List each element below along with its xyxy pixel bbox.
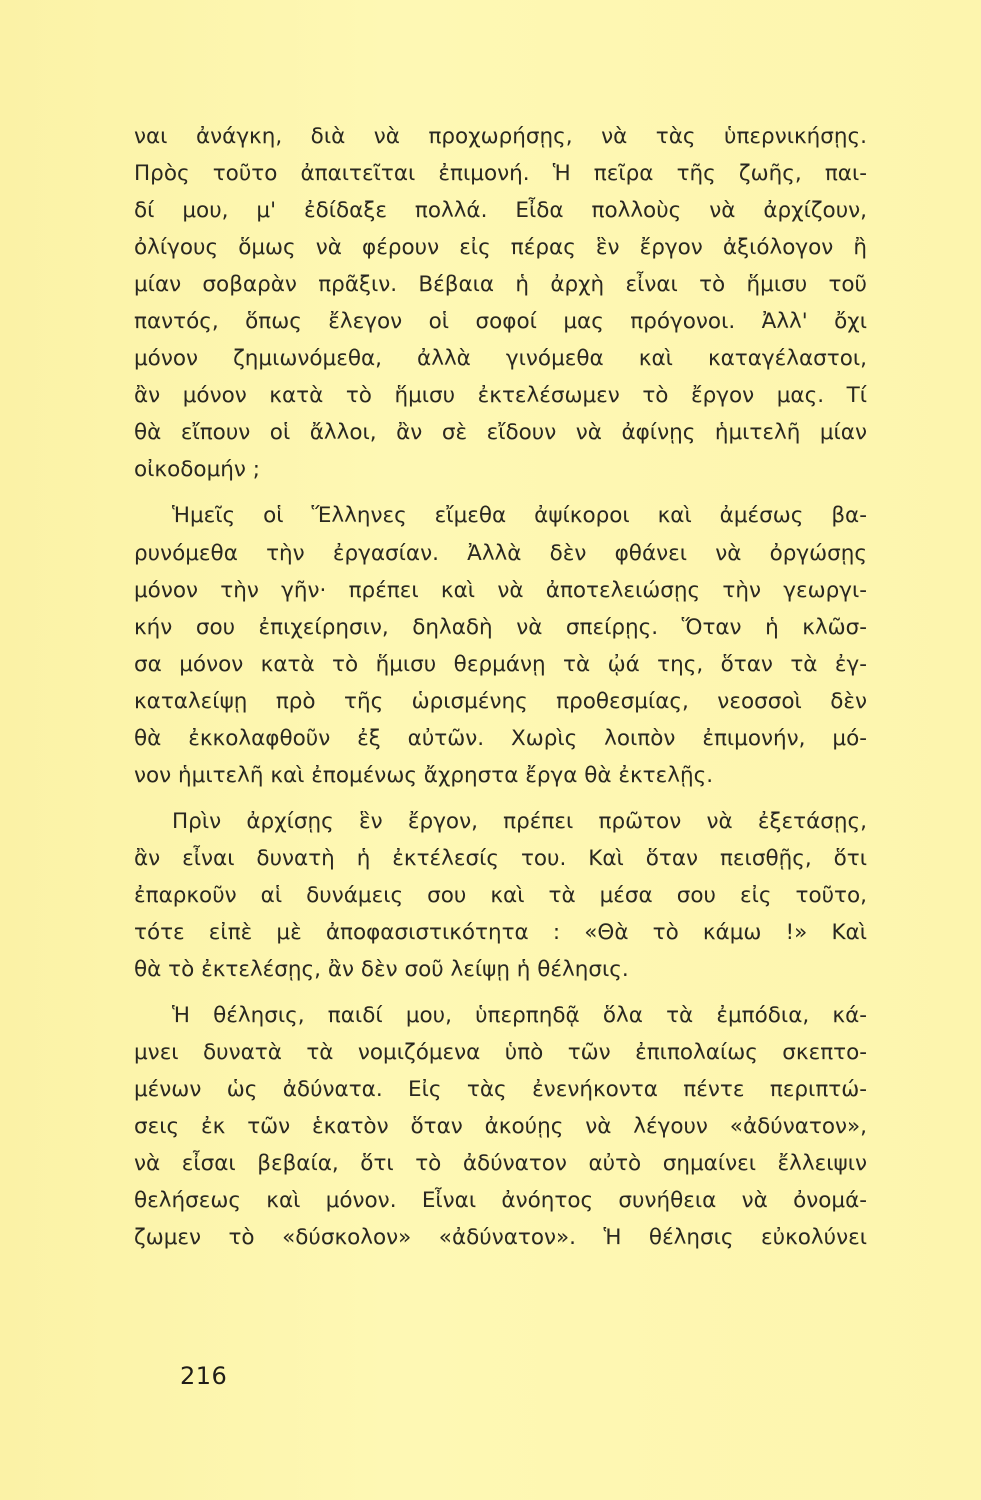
text-line: σα μόνον κατὰ τὸ ἥμισυ θερμάνῃ τὰ ᾠά της, ὅταν τὰ ἐγ- (134, 651, 867, 677)
text-line: ἂν εἶναι δυνατὴ ἡ ἐκτέλεσίς του. Καὶ ὅταν πεισθῇς, ὅτι (134, 845, 867, 871)
text-line: θελήσεως καὶ μόνον. Εἶναι ἀνόητος συνήθεια νὰ ὀνομά- (134, 1188, 867, 1214)
text-line: ἂν μόνον κατὰ τὸ ἥμισυ ἐκτελέσωμεν τὸ ἔργον μας. Τί (134, 383, 867, 409)
text-line: παντός, ὅπως ἔλεγον οἱ σοφοί μας πρόγονοι. Ἀλλ' ὄχι (134, 309, 867, 335)
text-line: καταλείψῃ πρὸ τῆς ὡρισμένης προθεσμίας, νεοσσοὶ δὲν (134, 688, 867, 714)
text-line: θὰ εἴπουν οἱ ἄλλοι, ἂν σὲ εἴδουν νὰ ἀφίνῃς ἡμιτελῆ μίαν (134, 420, 867, 446)
text-line: θὰ τὸ ἐκτελέσῃς, ἂν δὲν σοῦ λείψῃ ἡ θέλησις. (134, 957, 629, 983)
paragraph-1 (134, 118, 867, 488)
paragraph-gap (134, 794, 867, 803)
text-line: δί μου, μ' ἐδίδαξε πολλά. Εἶδα πολλοὺς νὰ ἀρχίζουν, (134, 198, 867, 224)
text-line: θὰ ἐκκολαφθοῦν ἐξ αὐτῶν. Χωρὶς λοιπὸν ἐπιμονήν, μό- (134, 725, 867, 751)
text-line: Πρὸς τοῦτο ἀπαιτεῖται ἐπιμονή. Ἡ πεῖρα τῆς ζωῆς, παι- (134, 161, 867, 187)
text-line: μίαν σοβαρὰν πρᾶξιν. Βέβαια ἡ ἀρχὴ εἶναι τὸ ἥμισυ τοῦ (134, 272, 867, 298)
paragraph-3 (134, 803, 867, 988)
text-line: ρυνόμεθα τὴν ἐργασίαν. Ἀλλὰ δὲν φθάνει νὰ ὀργώσῃς (134, 540, 867, 566)
paragraph-4 (134, 997, 867, 1256)
text-line: οἰκοδομήν ; (134, 457, 260, 483)
text-line: Ἡ θέλησις, παιδί μου, ὑπερπηδᾷ ὅλα τὰ ἐμπόδια, κά- (172, 1003, 867, 1029)
text-line: Ἡμεῖς οἱ Ἕλληνες εἴμεθα ἀψίκοροι καὶ ἀμέσως βα- (172, 503, 867, 529)
text-line: ὀλίγους ὅμως νὰ φέρουν εἰς πέρας ἓν ἔργον ἀξιόλογον ἢ (134, 235, 867, 261)
paragraph-2 (134, 497, 867, 793)
text-line: νὰ εἶσαι βεβαία, ὅτι τὸ ἀδύνατον αὐτὸ σημαίνει ἔλλειψιν (134, 1151, 867, 1177)
text-line: ζωμεν τὸ «δύσκολον» «ἀδύνατον». Ἡ θέλησις εὐκολύνει (134, 1225, 867, 1251)
text-line: Πρὶν ἀρχίσῃς ἓν ἔργον, πρέπει πρῶτον νὰ ἐξετάσῃς, (172, 808, 867, 834)
body-text (134, 118, 867, 1256)
text-line: τότε εἰπὲ μὲ ἀποφασιστικότητα : «Θὰ τὸ κάμω !» Καὶ (134, 919, 867, 945)
text-line: μόνον ζημιωνόμεθα, ἀλλὰ γινόμεθα καὶ καταγέλαστοι, (134, 346, 867, 372)
text-line: κήν σου ἐπιχείρησιν, δηλαδὴ νὰ σπείρῃς. Ὅταν ἡ κλῶσ- (134, 614, 867, 640)
page-number: 216 (180, 1362, 228, 1390)
text-line: νον ἡμιτελῆ καὶ ἐπομένως ἄχρηστα ἔργα θὰ ἐκτελῇς. (134, 762, 714, 788)
text-line: ναι ἀνάγκη, διὰ νὰ προχωρήσῃς, νὰ τὰς ὑπερνικήσῃς. (134, 124, 867, 149)
text-line: ἐπαρκοῦν αἱ δυνάμεις σου καὶ τὰ μέσα σου εἰς τοῦτο, (134, 882, 867, 908)
text-line: μένων ὡς ἀδύνατα. Εἰς τὰς ἐνενήκοντα πέντε περιπτώ- (134, 1077, 867, 1103)
text-line: σεις ἐκ τῶν ἑκατὸν ὅταν ἀκούῃς νὰ λέγουν «ἀδύνατον», (134, 1114, 867, 1140)
paragraph-gap (134, 988, 867, 997)
text-line: μόνον τὴν γῆν· πρέπει καὶ νὰ ἀποτελειώσῃς τὴν γεωργι- (134, 577, 867, 603)
text-line: μνει δυνατὰ τὰ νομιζόμενα ὑπὸ τῶν ἐπιπολαίως σκεπτο- (134, 1040, 867, 1066)
paragraph-gap (134, 488, 867, 497)
